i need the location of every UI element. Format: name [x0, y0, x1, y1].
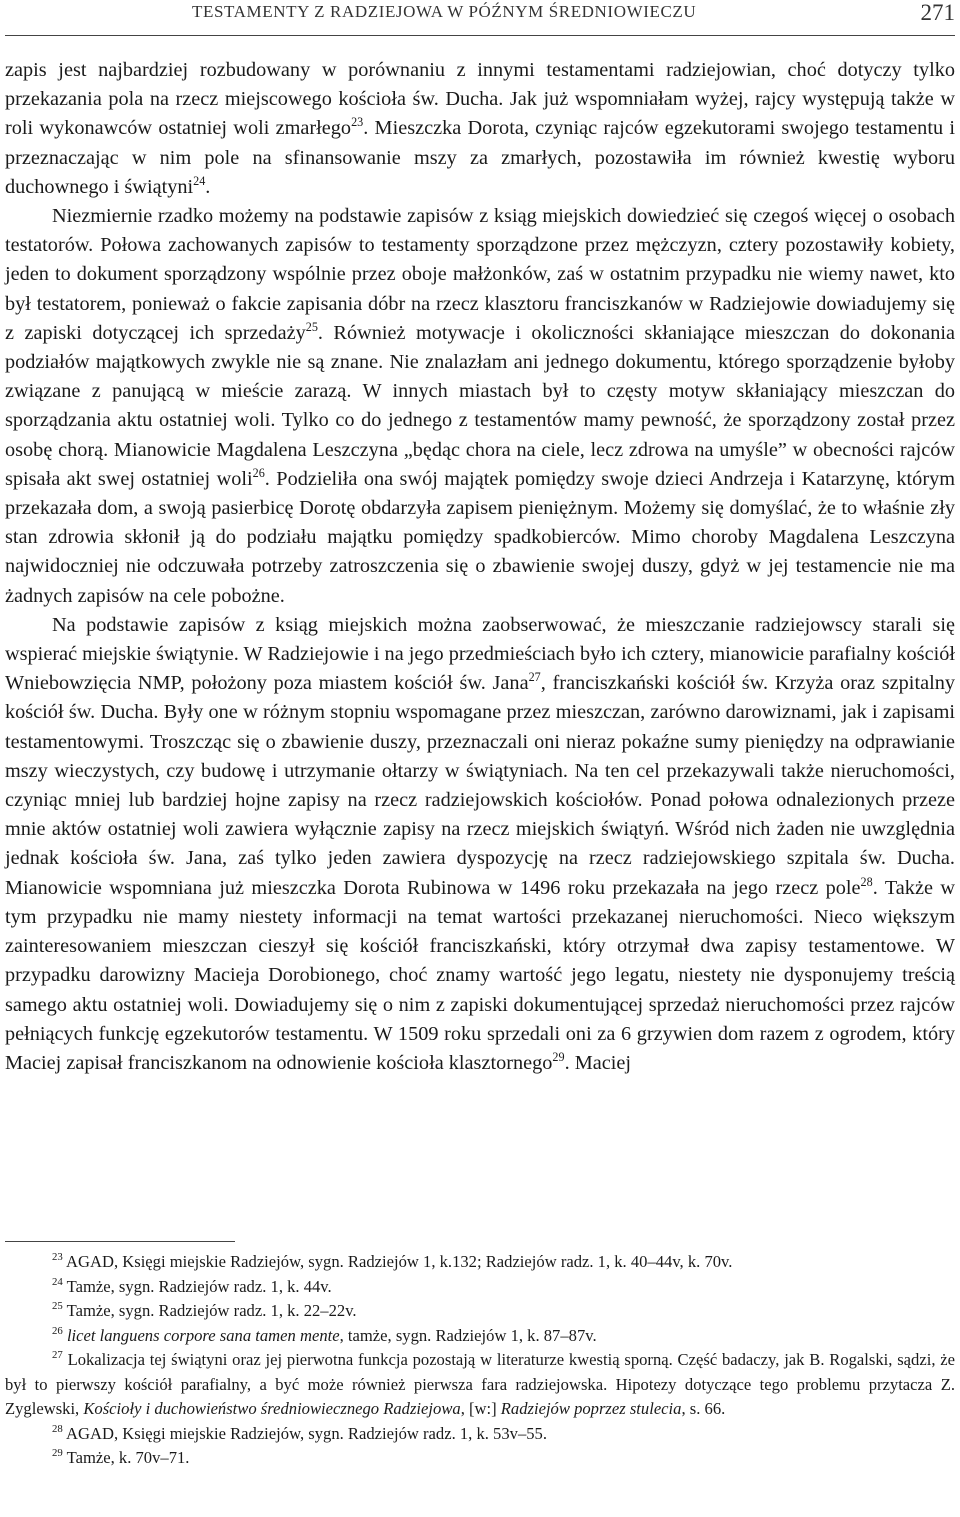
- footnote-ref-24[interactable]: 24: [193, 173, 206, 188]
- footnote-ref-27[interactable]: 27: [528, 670, 541, 685]
- footnote-text: Tamże, sygn. Radziejów radz. 1, k. 44v.: [66, 1276, 332, 1296]
- footnote-28: [5, 1422, 955, 1447]
- footnote-number: 24: [52, 1275, 63, 1288]
- footnote-text: , tamże, sygn. Radziejów 1, k. 87–87v.: [339, 1325, 597, 1345]
- text-span: . Podzieliła ona swój majątek pomiędzy swoje dzieci Andrzeja i Katarzynę, którym przekazała dom, a swoją pasierbicę Dorotę obdarzyła zapisem pieniężnym. Możemy się domyślać, że to właśnie zły stan zdrowia skłonił ją do podziału majątku pomiędzy spadkobierców. Mimo choroby Magdalena Leszczyna najwidoczniej nie odczuwała potrzeby zatroszczenia się o zbawienie swojej duszy, gdyż w jej testamencie nie ma żadnych zapisów na cele pobożne.: [5, 467, 955, 607]
- footnote-ref-26[interactable]: 26: [252, 465, 265, 480]
- footnote-25: [5, 1299, 955, 1324]
- book-page: [5, 0, 955, 1517]
- footnote-24: [5, 1275, 955, 1300]
- text-span: .: [205, 175, 211, 198]
- text-span: Na podstawie zapisów z ksiąg miejskich można zaobserwować, że mieszczanie radziejowscy starali się wspierać miejskie świątynie. W Radziejowie i na jego przedmieściach było ich cztery, mianowicie parafialny kościół Wniebowzięcia NMP, położony poza miastem kościół św. Jana: [5, 613, 955, 695]
- footnote-rule: [5, 1241, 235, 1242]
- footnote-text: AGAD, Księgi miejskie Radziejów, sygn. Radziejów 1, k.132; Radziejów radz. 1, k. 40–44v, k. 70v.: [66, 1252, 733, 1271]
- footnote-26: [5, 1324, 955, 1349]
- footnote-cited-title: Radziejów poprzez stulecia: [500, 1399, 682, 1418]
- footnotes: [5, 1250, 955, 1471]
- page-number: 271: [920, 0, 955, 25]
- paragraph-1: [5, 56, 955, 202]
- footnote-23: [5, 1250, 955, 1275]
- text-span: , franciszkański kościół św. Krzyża oraz szpitalny kościół św. Ducha. Były one w różnym stopniu wspomagane przez mieszczan, zarówno darowiznami, jak i zapisami testamentowymi. Troszcząc się o zbawienie duszy, przeznaczali oni nieraz pokaźne sumy pieniędzy na odprawianie mszy wieczystych, czy budowę i utrzymanie ołtarzy w świątyniach. Na ten cel przekazywali także nieruchomości, czyniąc mniej lub bardziej hojne zapisy na rzecz radziejowskich kościołów. Ponad połowa odnalezionych przeze mnie aktów ostatniej woli zawiera wyłącznie zapisy na rzecz miejskich świątyń. Wśród nich żaden nie uwzględnia jednak kościoła św. Jana, zaś tylko jeden zawiera dyspozycję na rzecz radziejowskiego szpitala św. Ducha. Mianowicie wspomniana już mieszczka Dorota Rubinowa w 1496 roku przekazała na jego rzecz pole: [5, 672, 955, 899]
- footnote-text: AGAD, Księgi miejskie Radziejów, sygn. Radziejów radz. 1, k. 53v–55.: [66, 1423, 547, 1443]
- text-span: zapis jest najbardziej rozbudowany w porównaniu z innymi testamentami radziejowian, choć dotyczy tylko przekazania pola na rzecz miejscowego kościoła św. Ducha. Jak już wspomniałam wyżej, rajcy występują także w roli wykonawców ostatniej woli zmarłego: [5, 59, 955, 140]
- footnote-number: 27: [52, 1349, 63, 1361]
- footnote-number: 28: [52, 1422, 63, 1435]
- footnote-ref-29[interactable]: 29: [552, 1050, 565, 1064]
- footnote-latin-quote: licet languens corpore sana tamen mente: [66, 1325, 340, 1345]
- footnote-text: Tamże, k. 70v–71.: [66, 1448, 190, 1467]
- running-header: [5, 0, 955, 32]
- footnote-ref-25[interactable]: 25: [305, 319, 318, 334]
- footnote-ref-28[interactable]: 28: [860, 874, 873, 889]
- footnote-text: Tamże, sygn. Radziejów radz. 1, k. 22–22v.: [66, 1301, 357, 1320]
- footnote-number: 23: [52, 1251, 63, 1263]
- footnote-29: [5, 1446, 955, 1471]
- footnote-ref-23[interactable]: 23: [351, 115, 364, 130]
- text-span: . Również motywacje i okoliczności skłaniające mieszczan do dokonania podziałów majątkowych zwykle nie są znane. Nie znalazłam ani jednego dokumentu, którego sporządzenie byłoby związane z panującą w mieście zarazą. W innych miastach był to częsty motyw skłaniający mieszczan do sporządzania aktu ostatniej woli. Tylko co do jednego z testamentów mamy pewność, że sporządzony został przez osobę chorą. Mianowicie Magdalena Leszczyna „będąc chora na ciele, lecz zdrowa na umyśle” w obecności rajców spisała akt swej ostatniej woli: [5, 321, 955, 490]
- footnote-text: , [w:]: [460, 1399, 501, 1418]
- footnote-cited-title: Kościoły i duchowieństwo średniowiecznego Radziejowa: [83, 1399, 461, 1418]
- text-span: Niezmiernie rzadko możemy na podstawie zapisów z ksiąg miejskich dowiedzieć się czegoś więcej o osobach testatorów. Połowa zachowanych zapisów to testamenty sporządzone przez mężczyzn, cztery pozostawiły kobiety, jeden to dokument sporządzony wspólnie przez oboje małżonków, zaś w ostatnim przypadku nie wiemy nawet, kto był testatorem, ponieważ o fakcie zapisania dóbr na rzecz klasztoru franciszkanów w Radziejowie dowiadujemy się z zapiski dotyczącej ich sprzedaży: [5, 205, 955, 344]
- footnote-number: 29: [52, 1447, 63, 1459]
- running-title: TESTAMENTY Z RADZIEJOWA W PÓŹNYM ŚREDNIOWIECZU: [192, 2, 697, 21]
- text-span: . Także w tym przypadku nie mamy niestety informacji na temat wartości przekazanej nieruchomości. Nieco większym zainteresowaniem mieszczan cieszył się kościół franciszkański, który otrzymał dwa zapisy testamentowe. W przypadku darowizny Macieja Dorobionego, choć znamy wartość jego legatu, niestety nie dysponujemy treścią samego aktu ostatniej woli. Dowiadujemy się o nim z zapiski dokumentującej sprzedaż nieruchomości przez rajców pełniących funkcję egzekutorów testamentu. W 1509 roku sprzedali oni za 6 grzywien dom razem z ogrodem, który Maciej zapisał franciszkanom na odnowienie kościoła klasztornego: [5, 876, 956, 1074]
- header-rule: [5, 35, 955, 36]
- paragraph-2: [5, 202, 955, 611]
- paragraph-3: [5, 611, 955, 1078]
- text-span: . Mieszczka Dorota, czyniąc rajców egzekutorami swojego testamentu i przeznaczając w nim pole na sfinansowanie mszy za zmarłych, pozostawiła im również kwestię wyboru duchownego i świątyni: [5, 117, 955, 198]
- footnote-text: , s. 66.: [681, 1399, 726, 1418]
- main-text: [5, 56, 955, 1078]
- footnote-27: [5, 1348, 955, 1422]
- text-span: . Maciej: [564, 1051, 632, 1074]
- footnote-number: 25: [52, 1300, 63, 1312]
- footnote-number: 26: [52, 1324, 63, 1337]
- footnote-text: Lokalizacja tej świątyni oraz jej pierwotna funkcja pozostają w literaturze kwestią sporną. Część badaczy, jak B. Rogalski, sądzi, że był to pierwszy kościół parafialny, a być może również pierwsza fara radziejowska. Hipotezy dotyczące tego problemu przytacza Z. Zyglewski,: [5, 1350, 955, 1418]
